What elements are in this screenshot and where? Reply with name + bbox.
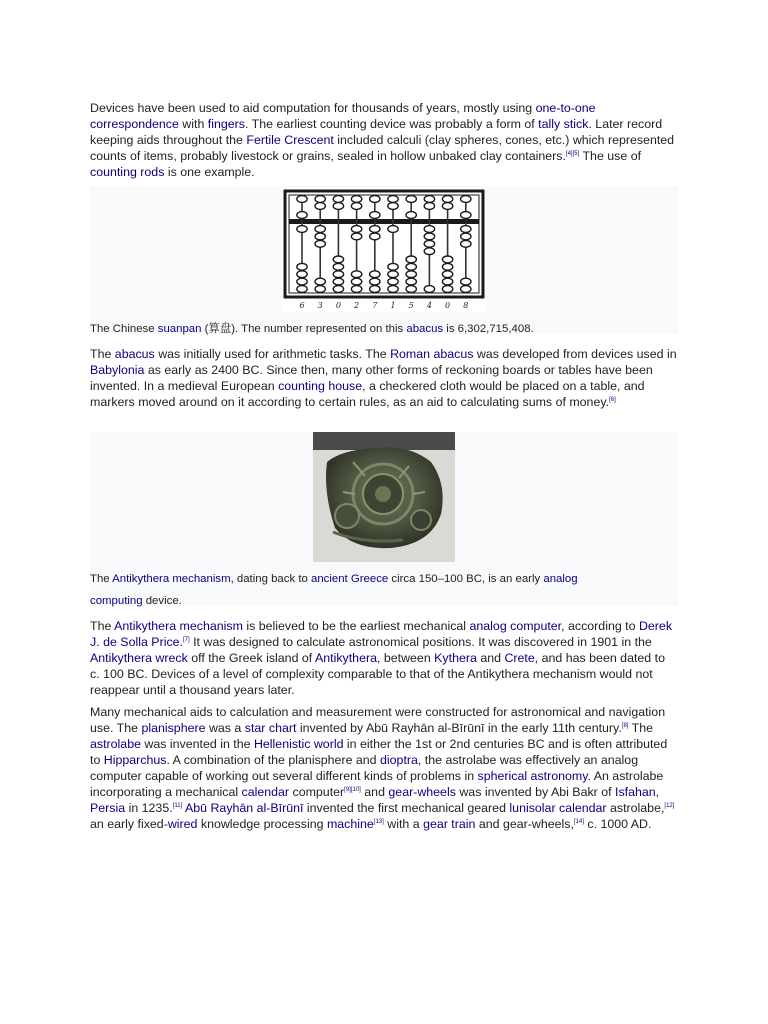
link-calendar[interactable]: calendar (241, 785, 290, 799)
abacus-bead (297, 263, 307, 270)
abacus-bead (424, 233, 434, 240)
abacus-bead (461, 233, 471, 240)
text: as early as 2400 BC. Since then, many other forms of reckoning boards or tables have been invented. In a medieval European (90, 363, 653, 393)
text: and (476, 651, 505, 665)
abacus-bead (297, 286, 307, 293)
abacus-digit-label: 3 (317, 301, 323, 310)
text: , between (376, 651, 435, 665)
link-one-to-one-correspondence[interactable]: one-to-one correspondence (90, 101, 596, 131)
abacus-bead (424, 240, 434, 247)
abacus-bead (461, 278, 471, 285)
abacus-bead (333, 278, 343, 285)
link-antikythera-wreck[interactable]: Antikythera wreck (90, 651, 188, 665)
abacus-bead (406, 278, 416, 285)
abacus-bead (442, 263, 452, 270)
text: . The earliest counting device was probably a form of (244, 117, 539, 131)
text: , a checkered cloth would be placed on a table, and markers moved around on it according to certain rules, as an aid to calculating sums of money. (90, 379, 645, 409)
abacus-bead (315, 203, 325, 210)
abacus-digit-label: 1 (390, 301, 396, 310)
text: The use of (579, 149, 642, 163)
text: and gear-wheels, (475, 817, 574, 831)
abacus-bead (315, 226, 325, 233)
abacus-bead (351, 203, 361, 210)
text: with (178, 117, 208, 131)
citation[interactable]: [6] (609, 397, 616, 403)
text: . (179, 635, 183, 649)
abacus-bead (406, 256, 416, 263)
link-spherical-astronomy[interactable]: spherical astronomy (477, 769, 588, 783)
text: circa 150–100 BC, is an early (388, 573, 544, 585)
abacus-bead (351, 233, 361, 240)
abacus-bead (315, 286, 325, 293)
link-gear-wheels[interactable]: gear-wheels (388, 785, 456, 799)
link-lunisolar-calendar[interactable]: lunisolar calendar (509, 801, 607, 815)
abacus-bead (442, 271, 452, 278)
link-machine[interactable]: machine (326, 817, 374, 831)
text: is one example. (164, 165, 255, 179)
figure-suanpan (90, 186, 678, 334)
abacus-bead (333, 271, 343, 278)
abacus-bead (442, 278, 452, 285)
text: included calculi (clay spheres, cones, etc.) which represented counts of items, probably livestock or grains, sealed in hollow unbaked clay containers. (90, 133, 675, 163)
text: off the Greek island of (187, 651, 315, 665)
abacus-bead (461, 196, 471, 203)
abacus-bead (333, 256, 343, 263)
text: is believed to be the earliest mechanical (242, 619, 470, 633)
text: knowledge processing (197, 817, 327, 831)
citation[interactable]: [14] (573, 819, 584, 825)
suanpan-image (282, 188, 486, 312)
link-persia[interactable]: Persia (90, 801, 126, 815)
text: with a (383, 817, 424, 831)
text: was invented in the (140, 737, 254, 751)
link-gear-train[interactable]: gear train (423, 817, 476, 831)
link-astrolabe[interactable]: astrolabe (90, 737, 141, 751)
abacus-bead (424, 286, 434, 293)
link-antikythera-mechanism[interactable]: Antikythera mechanism (112, 573, 231, 585)
abacus-bead (297, 212, 307, 219)
text: Devices have been used to aid computation for thousands of years, mostly using (90, 101, 536, 115)
text: in 1235. (125, 801, 173, 815)
abacus-bead (406, 271, 416, 278)
text: , and has been dated to c. 100 BC. Devices of a level of complexity comparable to that of the Antikythera mechanism would not reappear until a thousand years later. (90, 651, 665, 697)
text: was a (205, 721, 245, 735)
abacus-bead (351, 278, 361, 285)
text: was initially used for arithmetic tasks. The (154, 347, 391, 361)
link-abacus[interactable]: abacus (114, 347, 155, 361)
link-al-biruni[interactable]: Abū Rayhān al-Bīrūnī (185, 801, 304, 815)
abacus-digit-label: 0 (335, 301, 341, 310)
text: The (628, 721, 654, 735)
text: , dating back to (230, 573, 311, 585)
link-tally-stick[interactable]: tally stick (538, 117, 589, 131)
abacus-bead (442, 196, 452, 203)
abacus-bead (370, 278, 380, 285)
text: in either the 1st or 2nd centuries BC and is often attributed to (90, 737, 668, 767)
abacus-bead (297, 278, 307, 285)
abacus-bead (424, 196, 434, 203)
link-analog-computer[interactable]: analog computer (469, 619, 562, 633)
citation[interactable]: [7] (182, 637, 190, 643)
citation[interactable]: [12] (664, 803, 675, 809)
abacus-bead (315, 278, 325, 285)
citation[interactable]: [11] (172, 803, 183, 809)
text: invented by Abū Rayhān al-Bīrūnī in the early 11th century. (296, 721, 622, 735)
text: , according to (561, 619, 639, 633)
citation[interactable]: [13] (373, 819, 384, 825)
abacus-bead (370, 271, 380, 278)
abacus-digit-label: 7 (372, 301, 378, 310)
abacus-bead (406, 286, 416, 293)
abacus-bead (333, 286, 343, 293)
abacus-bead (406, 196, 416, 203)
link-hipparchus[interactable]: Hipparchus (103, 753, 167, 767)
text: was invented by Abi Bakr of (455, 785, 616, 799)
link-crete[interactable]: Crete (504, 651, 535, 665)
abacus-bead (351, 226, 361, 233)
text: (算盘). The number represented on this (201, 323, 407, 335)
abacus-bead (442, 203, 452, 210)
link-isfahan[interactable]: Isfahan (615, 785, 656, 799)
link-counting-house[interactable]: counting house (278, 379, 363, 393)
abacus-digit-label: 2 (354, 301, 360, 310)
abacus-bead (388, 203, 398, 210)
abacus-bead (333, 196, 343, 203)
text: It was designed to calculate astronomical positions. It was discovered in 1901 in the (189, 635, 652, 649)
abacus-bead (370, 286, 380, 293)
link-counting-rods[interactable]: counting rods (90, 165, 165, 179)
abacus-bead (442, 256, 452, 263)
abacus-digit-label: 5 (408, 301, 414, 310)
abacus-digit-label: 0 (445, 301, 451, 310)
text: c. 1000 AD. (583, 817, 652, 831)
text: The (90, 573, 113, 585)
abacus-bead (297, 271, 307, 278)
link-kythera[interactable]: Kythera (434, 651, 477, 665)
abacus-bead (442, 286, 452, 293)
text: The (90, 347, 115, 361)
text: The Chinese (90, 323, 158, 335)
link-derek-de-solla-price[interactable]: Derek J. de Solla Price (90, 619, 673, 649)
citation[interactable]: [9][10] (344, 787, 361, 793)
figure-antikythera (90, 432, 678, 606)
abacus-bead (388, 226, 398, 233)
text: an early fixed- (90, 817, 168, 831)
link-roman-abacus[interactable]: Roman abacus (390, 347, 474, 361)
antikythera-photo (313, 432, 455, 562)
abacus-digit-label: 4 (426, 301, 432, 310)
abacus-bead (388, 263, 398, 270)
abacus-bead (388, 278, 398, 285)
link-fingers[interactable]: fingers (207, 117, 245, 131)
link-antikythera[interactable]: Antikythera (315, 651, 377, 665)
link-abacus[interactable]: abacus (406, 323, 444, 335)
caption-antikythera (90, 568, 630, 612)
text: device. (142, 595, 182, 607)
citation[interactable]: [4][5] (565, 151, 580, 157)
paragraph-2 (90, 346, 678, 410)
abacus-bead (370, 226, 380, 233)
text: . An astrolabe incorporating a mechanical (90, 769, 664, 799)
abacus-bead (333, 263, 343, 270)
abacus-bead (406, 212, 416, 219)
link-planisphere[interactable]: planisphere (141, 721, 206, 735)
paragraph-3 (90, 618, 678, 698)
abacus-bead (297, 226, 307, 233)
link-ancient-greece[interactable]: ancient Greece (310, 573, 389, 585)
abacus-bead (333, 203, 343, 210)
abacus-bead (388, 271, 398, 278)
abacus-digit-label: 8 (463, 301, 469, 310)
link-wired[interactable]: wired (167, 817, 198, 831)
paragraph-1 (90, 100, 678, 180)
abacus-bead (370, 212, 380, 219)
text: and (360, 785, 389, 799)
link-antikythera-mechanism[interactable]: Antikythera mechanism (114, 619, 243, 633)
link-analog-computing[interactable]: analog computing (90, 573, 578, 607)
text: was developed from devices used in (473, 347, 677, 361)
citation[interactable]: [8] (621, 723, 629, 729)
text: , the astrolabe was effectively an analog computer capable of working out several different kinds of problems in (90, 753, 639, 783)
abacus-bead (315, 240, 325, 247)
link-dioptra[interactable]: dioptra (380, 753, 418, 767)
abacus-bead (315, 196, 325, 203)
link-suanpan[interactable]: suanpan (157, 323, 202, 335)
abacus-bead (461, 212, 471, 219)
abacus-bead (424, 226, 434, 233)
abacus-bead (461, 286, 471, 293)
abacus-digit-label: 6 (299, 301, 305, 310)
link-fertile-crescent[interactable]: Fertile Crescent (246, 133, 334, 147)
text: Many mechanical aids to calculation and measurement were constructed for astronomical and navigation use. The (90, 705, 666, 735)
paragraph-4 (90, 704, 678, 832)
abacus-bead (388, 286, 398, 293)
abacus-bead (297, 196, 307, 203)
text: is 6,302,715,408. (443, 323, 534, 335)
link-star-chart[interactable]: star chart (244, 721, 297, 735)
abacus-bead (351, 286, 361, 293)
text: invented the first mechanical geared (303, 801, 510, 815)
abacus-bead (388, 196, 398, 203)
text: computer (289, 785, 345, 799)
text: The (90, 619, 115, 633)
text: . A combination of the planisphere and (166, 753, 381, 767)
abacus-bead (406, 263, 416, 270)
link-babylonia[interactable]: Babylonia (90, 363, 145, 377)
text: . Later record keeping aids throughout the (90, 117, 663, 147)
abacus-bead (461, 240, 471, 247)
antikythera-image (313, 432, 455, 562)
caption-suanpan (90, 320, 534, 336)
abacus-bead (424, 203, 434, 210)
abacus-bead (461, 226, 471, 233)
abacus-bead (315, 233, 325, 240)
link-hellenistic-world[interactable]: Hellenistic world (253, 737, 344, 751)
text: astrolabe, (606, 801, 665, 815)
abacus-bead (424, 248, 434, 255)
abacus-bead (351, 271, 361, 278)
abacus-bead (370, 196, 380, 203)
text: , (655, 785, 660, 799)
abacus-bead (351, 196, 361, 203)
suanpan-illustration (282, 188, 486, 312)
abacus-bead (370, 233, 380, 240)
